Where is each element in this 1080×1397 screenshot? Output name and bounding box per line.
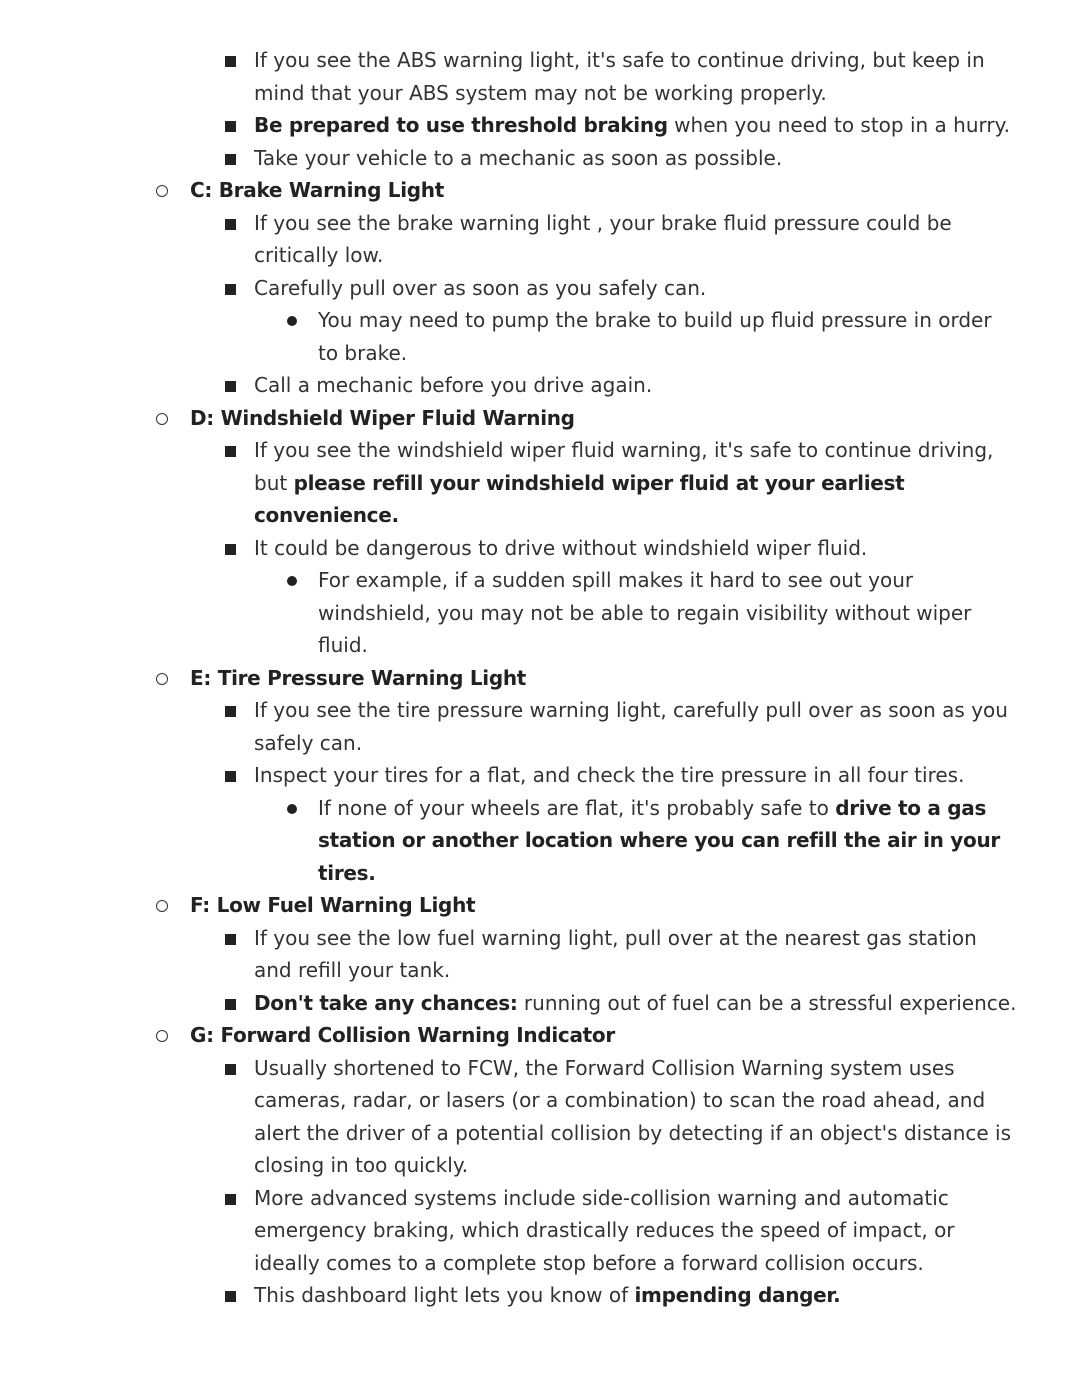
round-bullet-icon [287, 316, 297, 326]
list-item: Call a mechanic before you drive again. [0, 369, 1019, 402]
round-bullet-icon [287, 804, 297, 814]
circle-bullet-icon [156, 185, 168, 197]
list-item: Inspect your tires for a flat, and check the tire pressure in all four tires. [0, 759, 1019, 792]
section-heading: G: Forward Collision Warning Indicator [0, 1019, 1019, 1052]
circle-bullet-icon [156, 900, 168, 912]
circle-bullet-icon [156, 673, 168, 685]
list-item: If you see the low fuel warning light, pull over at the nearest gas station and refill your tank. [0, 922, 1019, 987]
section-heading: D: Windshield Wiper Fluid Warning [0, 402, 1019, 435]
square-bullet-icon [225, 999, 236, 1010]
square-bullet-icon [225, 219, 236, 230]
square-bullet-icon [225, 56, 236, 67]
list-item: Be prepared to use threshold braking when you need to stop in a hurry. [0, 109, 1019, 142]
sub-list-item: If none of your wheels are flat, it's probably safe to drive to a gas station or another location where you can refill the air in your tires. [0, 792, 1008, 890]
section-heading: F: Low Fuel Warning Light [0, 889, 1019, 922]
list-item: If you see the windshield wiper fluid warning, it's safe to continue driving, but please refill your windshield wiper fluid at your earliest convenience. [0, 434, 1019, 532]
list-item: This dashboard light lets you know of impending danger. [0, 1279, 1019, 1312]
square-bullet-icon [225, 934, 236, 945]
square-bullet-icon [225, 706, 236, 717]
circle-bullet-icon [156, 413, 168, 425]
circle-bullet-icon [156, 1030, 168, 1042]
round-bullet-icon [287, 576, 297, 586]
square-bullet-icon [225, 1064, 236, 1075]
list-item: If you see the ABS warning light, it's safe to continue driving, but keep in mind that your ABS system may not be working properly. [0, 44, 1019, 109]
square-bullet-icon [225, 121, 236, 132]
square-bullet-icon [225, 1194, 236, 1205]
list-item: Carefully pull over as soon as you safely can. [0, 272, 1019, 305]
list-item: Don't take any chances: running out of fuel can be a stressful experience. [0, 987, 1019, 1020]
square-bullet-icon [225, 446, 236, 457]
outline-list [0, 44, 1019, 1312]
square-bullet-icon [225, 771, 236, 782]
list-item: Usually shortened to FCW, the Forward Collision Warning system uses cameras, radar, or lasers (or a combination) to scan the road ahead, and alert the driver of a potential collision by detecting if an object's distance is closing in too quickly. [0, 1052, 1019, 1182]
square-bullet-icon [225, 544, 236, 555]
list-item: If you see the brake warning light , your brake fluid pressure could be critically low. [0, 207, 1019, 272]
square-bullet-icon [225, 154, 236, 165]
list-item: More advanced systems include side-collision warning and automatic emergency braking, which drastically reduces the speed of impact, or ideally comes to a complete stop before a forward collision occurs. [0, 1182, 1019, 1280]
list-item: Take your vehicle to a mechanic as soon as possible. [0, 142, 1019, 175]
section-heading: E: Tire Pressure Warning Light [0, 662, 1019, 695]
square-bullet-icon [225, 284, 236, 295]
list-item: It could be dangerous to drive without windshield wiper fluid. [0, 532, 1019, 565]
section-heading: C: Brake Warning Light [0, 174, 1019, 207]
sub-list-item: You may need to pump the brake to build up fluid pressure in order to brake. [0, 304, 1008, 369]
square-bullet-icon [225, 381, 236, 392]
square-bullet-icon [225, 1291, 236, 1302]
sub-list-item: For example, if a sudden spill makes it hard to see out your windshield, you may not be able to regain visibility without wiper fluid. [0, 564, 1008, 662]
list-item: If you see the tire pressure warning light, carefully pull over as soon as you safely can. [0, 694, 1019, 759]
